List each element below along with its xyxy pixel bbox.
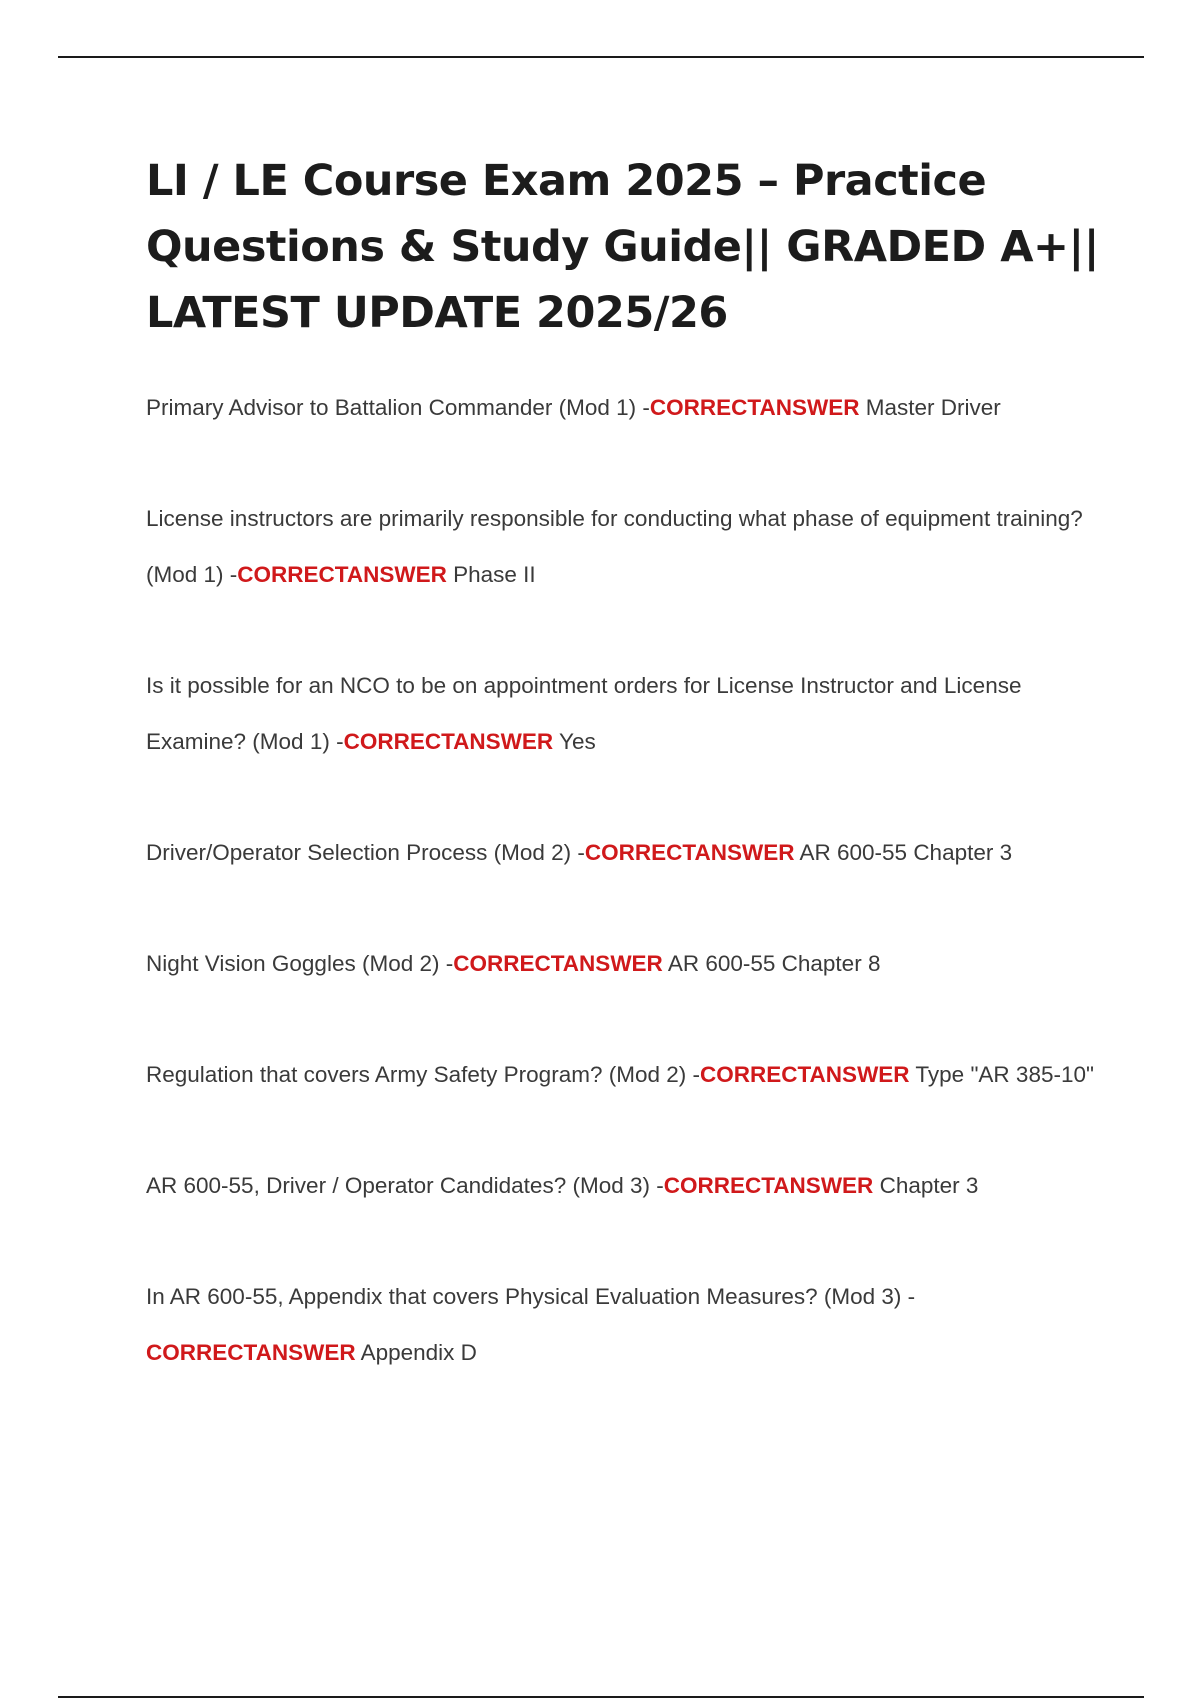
answer-text: Yes	[553, 729, 596, 754]
answer-text: AR 600-55 Chapter 8	[662, 951, 881, 976]
top-divider	[58, 56, 1144, 58]
qa-list	[146, 380, 1096, 1436]
qa-item	[146, 825, 1096, 881]
qa-item	[146, 1269, 1096, 1381]
answer-tag: CORRECTANSWER	[584, 840, 795, 865]
qa-item	[146, 936, 1096, 992]
qa-item	[146, 1047, 1096, 1103]
answer-text: AR 600-55 Chapter 3	[794, 840, 1013, 865]
question-text: Night Vision Goggles (Mod 2) -	[146, 951, 454, 976]
answer-tag: CORRECTANSWER	[663, 1173, 874, 1198]
answer-tag: CORRECTANSWER	[343, 729, 554, 754]
qa-item	[146, 491, 1096, 603]
question-text: Regulation that covers Army Safety Program? (Mod 2) -	[146, 1062, 700, 1087]
question-text: Primary Advisor to Battalion Commander (Mod 1) -	[146, 395, 650, 420]
answer-tag: CORRECTANSWER	[453, 951, 663, 976]
answer-text: Type "AR 385-10"	[909, 1062, 1094, 1087]
answer-text: Appendix D	[355, 1340, 477, 1365]
answer-text: Chapter 3	[873, 1173, 979, 1198]
bottom-divider	[58, 1696, 1144, 1698]
answer-tag: CORRECTANSWER	[699, 1062, 910, 1087]
document-title: LI / LE Course Exam 2025 – Practice Questions & Study Guide|| GRADED A+|| LATEST UPDATE 2025/26	[146, 156, 1099, 338]
qa-item	[146, 1158, 1096, 1214]
question-text: In AR 600-55, Appendix that covers Physical Evaluation Measures? (Mod 3) -	[146, 1284, 916, 1309]
answer-text: Master Driver	[859, 395, 1001, 420]
answer-tag: CORRECTANSWER	[649, 395, 860, 420]
qa-item	[146, 658, 1096, 770]
answer-tag: CORRECTANSWER	[146, 1340, 356, 1365]
question-text: Is it possible for an NCO to be on appointment orders for License Instructor and License Examine? (Mod 1) -	[146, 673, 1022, 754]
answer-text: Phase II	[446, 562, 536, 587]
question-text: Driver/Operator Selection Process (Mod 2) -	[146, 840, 585, 865]
answer-tag: CORRECTANSWER	[237, 562, 447, 587]
question-text: License instructors are primarily responsible for conducting what phase of equipment training? (Mod 1) -	[146, 506, 1083, 587]
question-text: AR 600-55, Driver / Operator Candidates? (Mod 3) -	[146, 1173, 664, 1198]
qa-item	[146, 380, 1096, 436]
